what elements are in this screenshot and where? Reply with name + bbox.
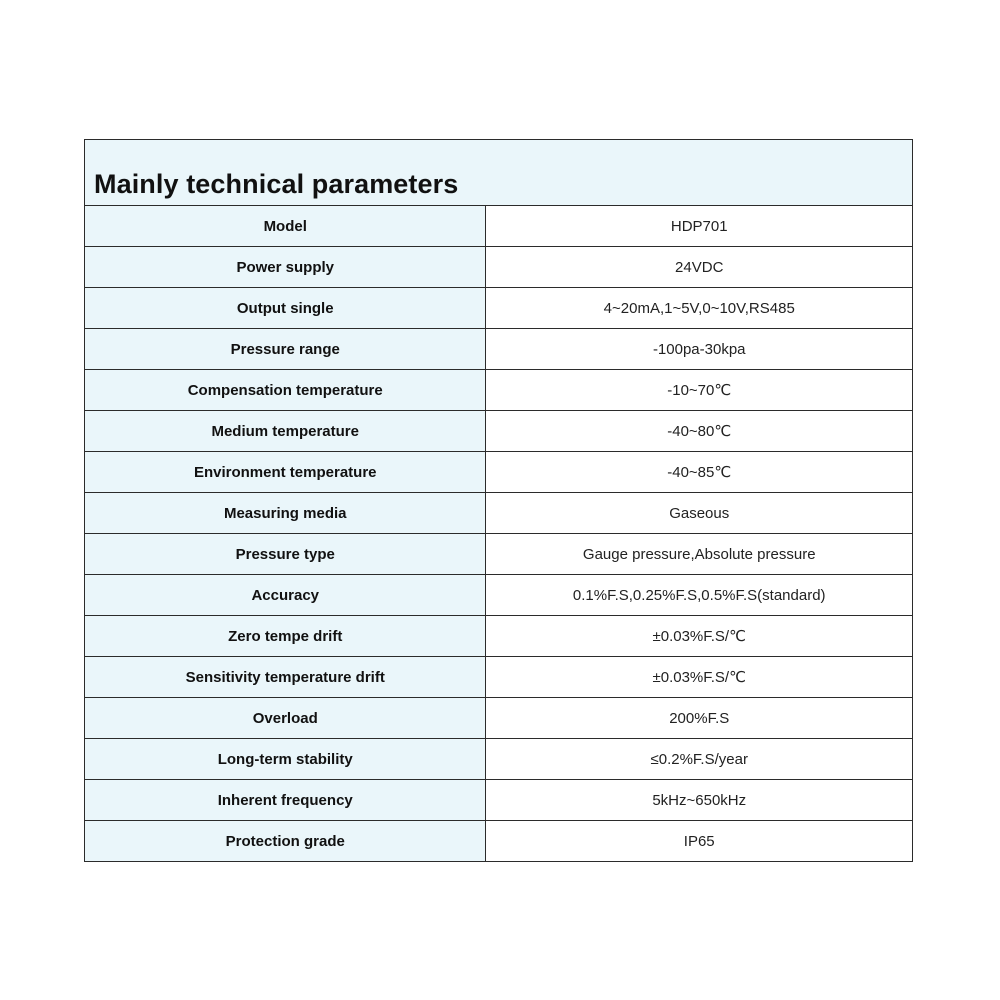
parameter-value: 0.1%F.S,0.25%F.S,0.5%F.S(standard) — [486, 575, 913, 616]
parameter-value: 4~20mA,1~5V,0~10V,RS485 — [486, 288, 913, 329]
table-row — [85, 616, 913, 657]
parameter-name: Output single — [85, 288, 486, 329]
parameter-value: 200%F.S — [486, 698, 913, 739]
table-row — [85, 821, 913, 862]
spec-table-body — [85, 140, 913, 862]
parameter-name: Zero tempe drift — [85, 616, 486, 657]
parameter-name: Overload — [85, 698, 486, 739]
table-row — [85, 329, 913, 370]
parameter-name: Pressure type — [85, 534, 486, 575]
table-row — [85, 575, 913, 616]
parameter-value: ±0.03%F.S/℃ — [486, 616, 913, 657]
parameter-value: -40~80℃ — [486, 411, 913, 452]
parameter-value: Gaseous — [486, 493, 913, 534]
parameter-value: 24VDC — [486, 247, 913, 288]
parameter-name: Protection grade — [85, 821, 486, 862]
parameter-name: Pressure range — [85, 329, 486, 370]
table-row — [85, 206, 913, 247]
table-row — [85, 247, 913, 288]
parameter-name: Accuracy — [85, 575, 486, 616]
table-row — [85, 657, 913, 698]
parameter-value: 5kHz~650kHz — [486, 780, 913, 821]
spec-table — [84, 139, 913, 862]
parameter-name: Compensation temperature — [85, 370, 486, 411]
parameter-value: -100pa-30kpa — [486, 329, 913, 370]
parameter-name: Measuring media — [85, 493, 486, 534]
parameter-name: Long-term stability — [85, 739, 486, 780]
parameter-value: ≤0.2%F.S/year — [486, 739, 913, 780]
table-row — [85, 370, 913, 411]
table-row — [85, 452, 913, 493]
parameter-name: Inherent frequency — [85, 780, 486, 821]
table-row — [85, 493, 913, 534]
parameter-name: Power supply — [85, 247, 486, 288]
table-row — [85, 739, 913, 780]
table-row — [85, 698, 913, 739]
table-title: Mainly technical parameters — [85, 140, 913, 206]
parameter-name: Environment temperature — [85, 452, 486, 493]
parameter-value: -40~85℃ — [486, 452, 913, 493]
table-row — [85, 534, 913, 575]
parameter-value: -10~70℃ — [486, 370, 913, 411]
parameter-value: IP65 — [486, 821, 913, 862]
parameter-name: Sensitivity temperature drift — [85, 657, 486, 698]
parameter-value: Gauge pressure,Absolute pressure — [486, 534, 913, 575]
table-row — [85, 780, 913, 821]
parameter-name: Model — [85, 206, 486, 247]
title-row — [85, 140, 913, 206]
parameter-value: ±0.03%F.S/℃ — [486, 657, 913, 698]
parameter-name: Medium temperature — [85, 411, 486, 452]
table-row — [85, 288, 913, 329]
parameter-value: HDP701 — [486, 206, 913, 247]
table-row — [85, 411, 913, 452]
